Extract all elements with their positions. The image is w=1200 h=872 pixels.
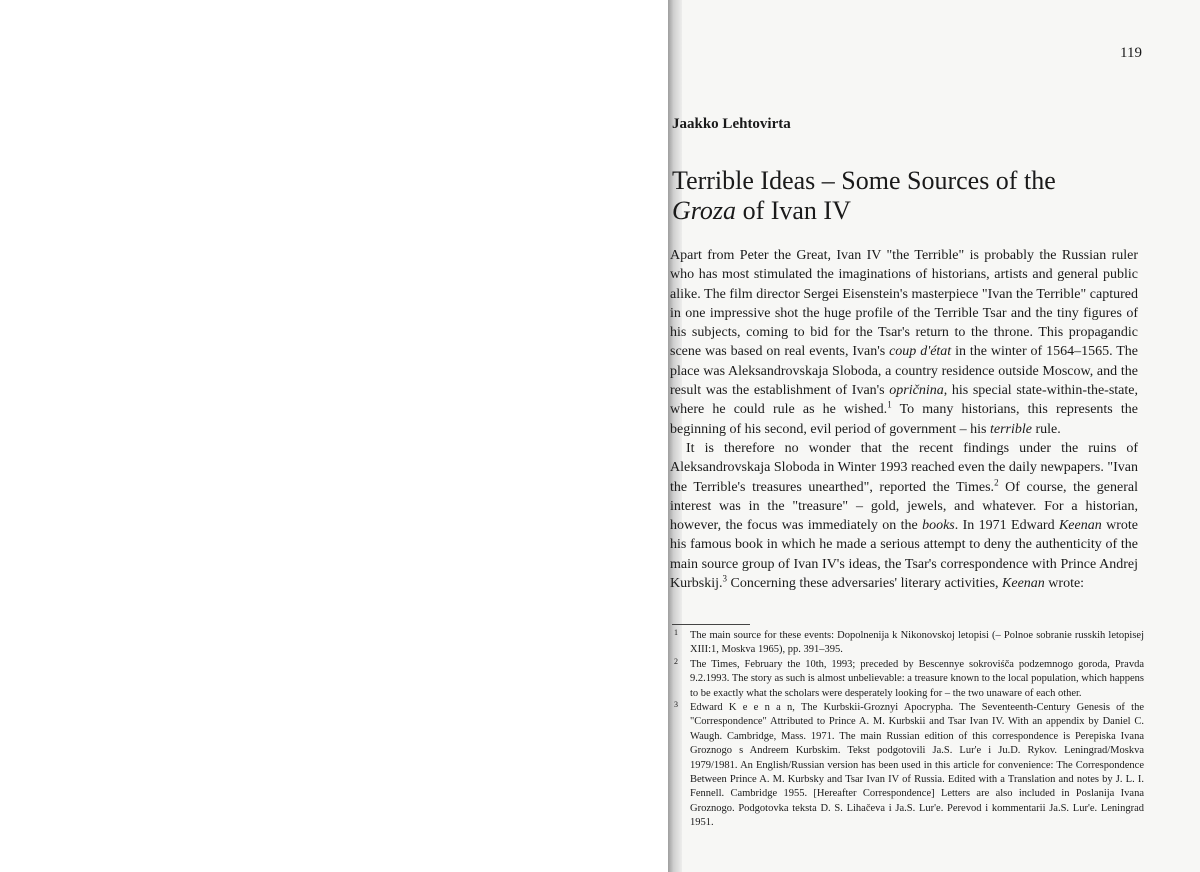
text-run: in the winter of 1564–1565. The place was Aleksandrovskaja Sloboda, a country residence outside Moscow, and the result was the establishment of Ivan's — [670, 344, 1139, 399]
text-run: To many historians, this represents the beginning of his second, evil period of government – his — [670, 402, 1138, 437]
footnote-ref-3: 3 — [722, 573, 727, 584]
text-run: wrote his famous book in which he made a serious attempt to deny the authenticity of the main source group of Ivan IV's ideas, the Tsar's correspondence with Prince Andrej Kurbskij. — [670, 518, 1138, 592]
author-name: Jaakko Lehtovirta — [672, 116, 791, 132]
right-page — [668, 0, 1200, 872]
text-run: Concerning these adversaries' literary activities, — [727, 576, 1003, 592]
footnote-1 — [672, 629, 1144, 658]
text-run: It is therefore no wonder that the recent findings under the ruins of Aleksandrovskaja Sloboda in Winter 1993 reached even the daily newpapers. "Ivan the Terrible's treasures unearthed", reported the Times. — [670, 440, 1138, 495]
text-run: rule. — [1032, 421, 1061, 437]
body-text — [670, 246, 1138, 593]
paragraph-2 — [670, 439, 1138, 593]
italic-run: books — [922, 518, 955, 534]
italic-run: coup d'état — [889, 344, 952, 360]
title-part-2: of Ivan IV — [736, 196, 851, 225]
italic-run: terrible — [990, 421, 1032, 437]
footnote-mark: 2 — [674, 656, 678, 666]
article-title — [672, 166, 1142, 226]
footnotes — [672, 629, 1144, 831]
text-run: Apart from Peter the Great, Ivan IV "the Terrible" is probably the Russian ruler who has most stimulated the imaginations of historians, artists and general public alike. The film director Sergei Eisenstein's masterpiece "Ivan the Terrible" captured in one impressive shot the huge profile of the Terrible Tsar and the tiny figures of his subjects, coming to bid for the Tsar's return to the throne. This propagandic scene was based on real events, Ivan's — [670, 248, 1138, 360]
italic-run: Keenan — [1002, 576, 1045, 592]
footnote-divider — [672, 624, 750, 625]
text-run: . In 1971 Edward — [954, 518, 1059, 534]
italic-run: Keenan — [1058, 518, 1102, 534]
footnote-mark: 3 — [674, 700, 678, 710]
footnote-ref-1: 1 — [887, 399, 892, 410]
text-run: wrote: — [1044, 576, 1085, 592]
text-run: , his special state-within-the-state, where he could rule as he wished. — [670, 383, 1138, 418]
footnote-text: The Times, February the 10th, 1993; preceded by Bescennye sokroviśča podzemnogo goroda, Pravda 9.2.1993. The story as such is almost unbelievable: a treasure known to the local population, which happens to be exactly what the scholars were desperately looking for – the two unaware of each other. — [690, 658, 1144, 699]
paragraph-1 — [670, 246, 1138, 439]
text-run: Of course, the general interest was in the "treasure" – gold, jewels, and whatever. For a historian, however, the focus was immediately on the — [670, 479, 1138, 534]
title-part-1: Terrible Ideas – Some Sources of the — [672, 166, 1056, 195]
footnote-2 — [672, 658, 1144, 701]
title-italic-word: Groza — [672, 196, 737, 225]
footnote-3 — [672, 701, 1144, 831]
footnote-text: The main source for these events: Dopolnenija k Nikonovskoj letopisi (– Polnoe sobranie russkih letopisej XIII:1, Moskva 1965), pp. 391–395. — [690, 630, 1144, 656]
page-number: 119 — [1120, 45, 1142, 61]
italic-run: opričnina — [889, 383, 944, 399]
footnote-mark: 1 — [674, 628, 678, 637]
footnote-text: Edward K e e n a n, The Kurbskii-Groznyi Apocrypha. The Seventeenth-Century Genesis of the "Correspondence" Attributed to Prince A. M. Kurbskii and Tsar Ivan IV. With an appendix by Daniel C. Waugh. Cambridge, Mass. 1971. The main Russian edition of this correspondence is Perepiska Ivana Groznogo s Andreem Kurbskim. Tekst podgotovili Ja.S. Lur'e i Ju.D. Rykov. Leningrad/Moskva 1979/1981. An English/Russian version has been used in this article for convenience: The Correspondence Between Prince A. M. Kurbsky and Tsar Ivan IV of Russia. Edited with a Translation and notes by J. L. I. Fennell. Cambridge 1955. [Hereafter Correspondence] Letters are also included in Poslanija Ivana Groznogo. Podgotovka teksta D. S. Lihačeva i Ja.S. Lur'e. Perevod i kommentarii Ja.S. Lur'e. Leningrad 1951. — [690, 702, 1144, 829]
footnote-ref-2: 2 — [994, 476, 999, 487]
